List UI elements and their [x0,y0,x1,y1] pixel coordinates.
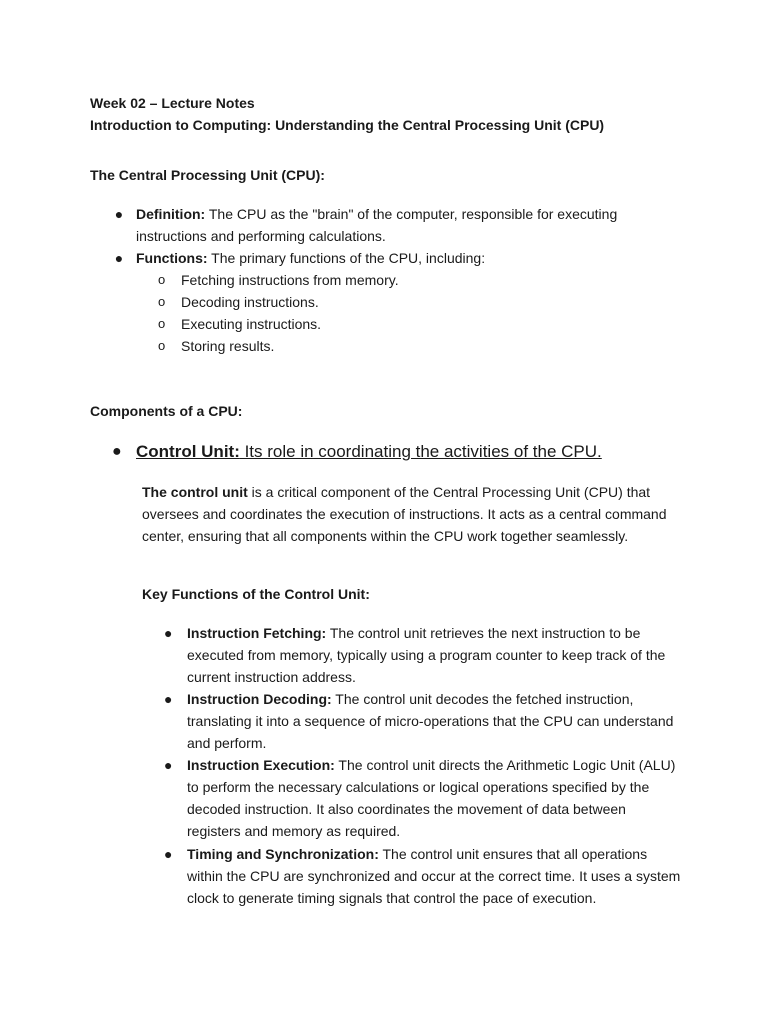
control-unit-para-bold: The control unit [142,484,248,500]
hollow-circle-bullet-icon: o [158,338,166,353]
bullet-icon: ● [164,757,173,773]
control-unit-label: Control Unit: [136,442,240,461]
bullet-icon: ● [164,691,173,707]
hollow-circle-bullet-icon: o [158,316,166,331]
control-unit-para-text: is a critical component of the Central Processing Unit (CPU) that oversees and coordinates the execution of instructions. It acts as a central command center, ensuring that all components within the CPU work together seamlessly. [142,484,667,544]
document-title: Introduction to Computing: Understanding the Central Processing Unit (CPU) [90,117,605,133]
week-label: Week 02 – Lecture Notes [90,95,255,111]
key-functions-heading: Key Functions of the Control Unit: [142,586,370,602]
functions-label: Functions: [136,250,208,266]
bullet-icon: ● [164,846,173,862]
bullet-icon: ● [114,206,124,222]
definition-text: The CPU as the "brain" of the computer, responsible for executing instructions and performing calculations. [136,206,618,244]
document-page: Week 02 – Lecture Notes Introduction to Computing: Understanding the Central Processing Unit (CPU) The Central Processing Unit (CPU): ● Definition: The CPU as the "brain" of the computer, responsible for executing instructions and performing calculations. ● Functions: The primary functions of the CPU, including: o Fetching instructions from memory. o Decoding instructions. o Executing instructions. o Storing results. Components of a CPU: ● Control Unit: Its role in coordinating the activities of the CPU. The control unit is a critical component of the Central Processing Unit (CPU) that oversees and coordinates the execution of instructions. It acts as a central command center, ensuring that all components within the CPU work together seamlessly. Key Functions of the Control Unit: ● Instruction Fetching: The control unit retrieves the next instruction to be executed from memory, typically using a program counter to keep track of the current instruction address. ● Instruction Decoding: The control unit decodes the fetched instruction, translating it into a sequence of micro-operations that the CPU can understand and perform. ● Instruction Execution: The control unit directs the Arithmetic Logic Unit (ALU) to perform the necessary calculations or logical operations specified by the decoded instruction. It also coordinates the movement of data between registers and memory as required. ● Timing and Synchronization: The control unit ensures that all operations within the CPU are synchronized and occur at the correct time. It uses a system clock to generate timing signals that control the pace of execution. [0,0,768,1024]
cpu-section-heading: The Central Processing Unit (CPU): [90,167,325,183]
hollow-circle-bullet-icon: o [158,272,166,287]
control-unit-paragraph [142,481,682,547]
functions-text: The primary functions of the CPU, including: [207,250,486,266]
components-section-heading: Components of a CPU: [90,403,243,419]
bullet-icon: ● [114,250,124,266]
bullet-icon: ● [112,443,122,460]
control-unit-subtitle: Its role in coordinating the activities of the CPU. [239,442,602,461]
definition-label: Definition: [136,206,206,222]
hollow-circle-bullet-icon: o [158,294,166,309]
bullet-icon: ● [164,625,173,641]
